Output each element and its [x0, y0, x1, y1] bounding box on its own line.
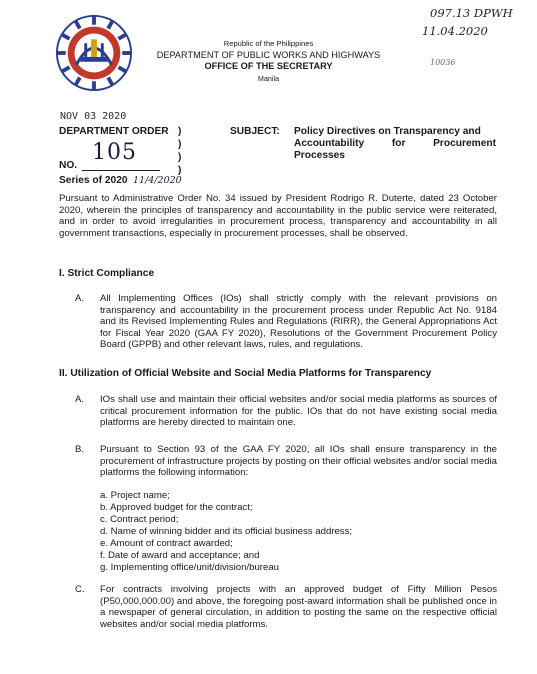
paren-2: ) [178, 139, 182, 150]
subject-line-1: Policy Directives on Transparency and [294, 126, 481, 137]
department-name: DEPARTMENT OF PUBLIC WORKS AND HIGHWAYS [156, 50, 381, 60]
tracking-number-stamp: 097.13 DPWH [430, 6, 513, 20]
section-2-item-a-text: IOs shall use and maintain their official websites and/or social media platforms as sources of critical procurement information for the public. IOs that do not have existing social media platforms are hereby directed to maintain one. [100, 394, 497, 429]
paren-3: ) [178, 152, 182, 163]
subject-label: SUBJECT: [230, 126, 280, 137]
series-handwritten-date: 11/4/2020 [133, 175, 182, 186]
section-2-heading: II. Utilization of Official Website and Social Media Platforms for Transparency [59, 368, 432, 379]
section-1-item-a-text: All Implementing Offices (IOs) shall strictly comply with the relevant provisions on transparency and accountability in the procurement process under Republic Act No. 9184 and its Revised Implementing Rules and Regulations (RIRR), the General Appropriations Act for Fiscal Year 2020 (GAA FY 2020), Resolutions of the Government Procurement Policy Board (GPPB) and other relevant laws, rules, and regulations. [100, 293, 497, 351]
info-list-item: g. Implementing office/unit/division/bureau [100, 562, 280, 573]
subject-word-procurement: Procurement [433, 138, 496, 149]
paren-1: ) [178, 126, 182, 137]
section-1-heading: I. Strict Compliance [59, 268, 155, 279]
subject-word-for: for [391, 138, 406, 149]
paren-4: ) [178, 165, 182, 176]
subject-line-2 [294, 138, 496, 149]
section-2-item-b-letter: B. [75, 444, 85, 455]
info-list-item: b. Approved budget for the contract; [100, 502, 253, 513]
info-list-item: c. Contract period; [100, 514, 179, 525]
section-2-item-c-text: For contracts involving projects with an approved budget of Fifty Million Pesos (P50,000,000.00) and above, the foregoing post-award information shall be published once in a newspaper of general circulation, in addition to posting the same on the respective official websites and/or social media platforms. [100, 584, 497, 630]
info-list-item: e. Amount of contract awarded; [100, 538, 233, 549]
city-line: Manila [257, 74, 280, 83]
section-2-item-c-letter: C. [75, 584, 85, 595]
order-number-label: NO. [59, 160, 78, 171]
file-number-mark: 10036 [430, 58, 456, 67]
order-number-underline [82, 170, 160, 171]
section-2-item-a-letter: A. [75, 394, 85, 405]
subject-line-3: Processes [294, 150, 345, 161]
republic-line: Republic of the Philippines [223, 39, 314, 48]
order-number: 105 [92, 140, 137, 165]
intro-paragraph: Pursuant to Administrative Order No. 34 issued by President Rodrigo R. Duterte, dated 23 October 2020, wherein the principles of transparency and accountability in the public service were reiterated, and in order to avoid irregularities in procurement process, transparency and accountability in all government transactions, especially in procurement processes, shall be observed. [59, 193, 497, 239]
received-date-stamp: 11.04.2020 [422, 24, 488, 38]
info-list-item: a. Project name; [100, 490, 170, 501]
office-name: OFFICE OF THE SECRETARY [204, 61, 333, 71]
section-1-item-a-letter: A. [75, 293, 85, 304]
info-list-item: f. Date of award and acceptance; and [100, 550, 260, 561]
info-list-item: d. Name of winning bidder and its official business address; [100, 526, 353, 537]
subject-word-accountability: Accountability [294, 138, 365, 149]
order-label: DEPARTMENT ORDER [59, 126, 169, 137]
issue-date-stamp: NOV 03 2020 [60, 111, 127, 122]
series-label: Series of 2020 [59, 175, 128, 186]
section-2-item-b-text: Pursuant to Section 93 of the GAA FY 2020, all IOs shall ensure transparency in the procurement of infrastructure projects by posting on their official websites and/or social media platforms the following information: [100, 444, 497, 479]
